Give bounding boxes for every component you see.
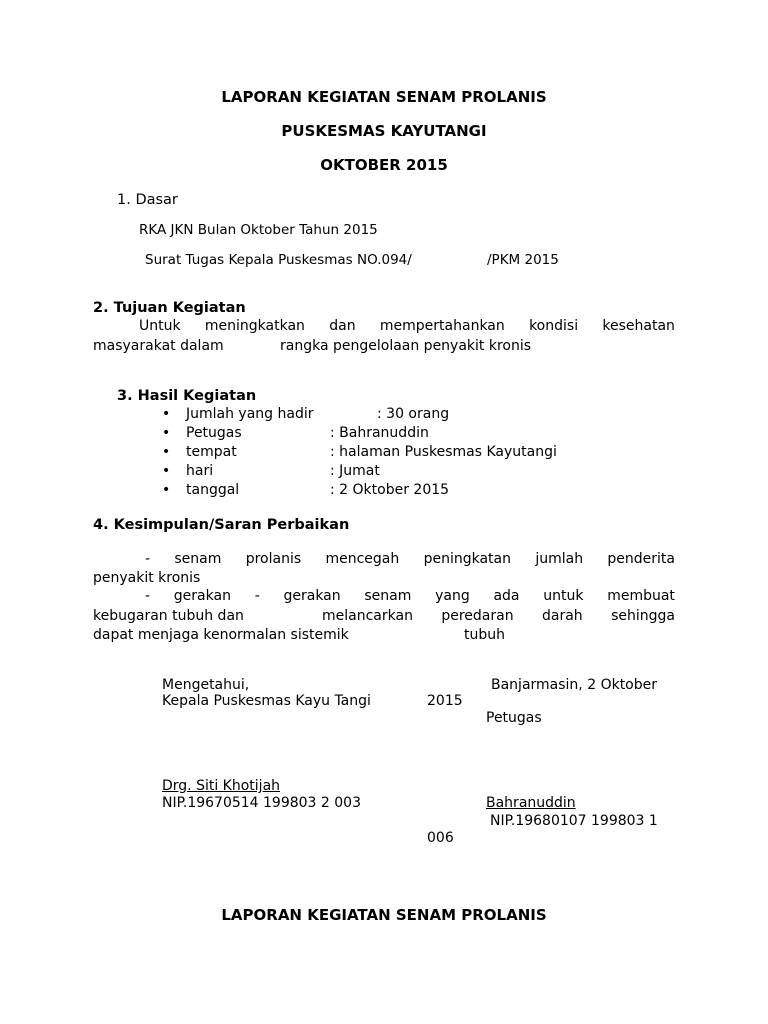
section-tujuan-heading: 2. Tujuan Kegiatan	[93, 300, 246, 316]
period-title: OKTOBER 2015	[320, 156, 448, 174]
word: penderita	[607, 551, 675, 567]
next-page-title: LAPORAN KEGIATAN SENAM PROLANIS	[221, 906, 547, 924]
kesimpulan-p2-line-2a: kebugaran tubuh dan	[93, 608, 244, 624]
word: senam	[364, 588, 412, 604]
word: kondisi	[529, 318, 579, 334]
tujuan-line-2a: masyarakat dalam	[93, 338, 224, 354]
sign-right-year: 2015	[427, 693, 463, 709]
word: darah	[541, 608, 583, 624]
sign-left-name: Drg. Siti Khotijah	[162, 778, 281, 794]
report-title: LAPORAN KEGIATAN SENAM PROLANIS	[221, 88, 547, 106]
word: peningkatan	[423, 551, 511, 567]
sign-right-nip-cont: 006	[427, 830, 454, 846]
word: sehingga	[611, 608, 675, 624]
tujuan-line-2b: rangka pengelolaan penyakit kronis	[280, 338, 532, 354]
word: jumlah	[535, 551, 584, 567]
hasil-item-value: : halaman Puskesmas Kayutangi	[330, 444, 557, 460]
sign-left-nip: NIP.19670514 199803 2 003	[162, 795, 361, 811]
word: mencegah	[325, 551, 400, 567]
hasil-item-value: : Jumat	[330, 463, 380, 479]
word: kesehatan	[602, 318, 675, 334]
hasil-item-value: : Bahranuddin	[330, 425, 429, 441]
word: meningkatkan	[204, 318, 305, 334]
sign-left-acknowledged: Mengetahui,	[162, 677, 250, 693]
sign-right-role: Petugas	[486, 710, 542, 726]
hasil-item-label: • Petugas	[186, 426, 242, 440]
hasil-item-value: : 2 Oktober 2015	[330, 482, 450, 498]
dasar-item-rka: RKA JKN Bulan Oktober Tahun 2015	[139, 222, 378, 238]
word: membuat	[607, 588, 675, 604]
hasil-item-label: • tempat	[186, 445, 237, 459]
section-kesimpulan-heading: 4. Kesimpulan/Saran Perbaikan	[93, 517, 350, 533]
word: -	[145, 588, 151, 604]
word: gerakan	[283, 588, 341, 604]
kesimpulan-p2-line-1	[145, 589, 675, 603]
institution-title: PUSKESMAS KAYUTANGI	[281, 122, 487, 140]
hasil-item-label: • Jumlah yang hadir	[186, 407, 314, 421]
kesimpulan-p2-line-3a: dapat menjaga kenormalan sistemik	[93, 627, 349, 643]
sign-right-place-date: Banjarmasin, 2 Oktober	[491, 677, 658, 693]
word: melancarkan	[322, 608, 413, 624]
kesimpulan-p2-line-2b	[322, 609, 675, 623]
sign-right-name: Bahranuddin	[486, 795, 576, 811]
word: yang	[435, 588, 470, 604]
section-hasil-heading: 3. Hasil Kegiatan	[117, 388, 257, 404]
word: senam	[174, 551, 222, 567]
word: Untuk	[139, 318, 181, 334]
word: -	[254, 588, 260, 604]
hasil-item-label: • tanggal	[186, 483, 239, 497]
sign-right-nip: NIP.19680107 199803 1	[490, 813, 658, 829]
word: dan	[329, 318, 356, 334]
dasar-item-surat-b: /PKM 2015	[487, 252, 559, 268]
kesimpulan-p1-line-1	[145, 552, 675, 566]
word: gerakan	[173, 588, 231, 604]
word: prolanis	[245, 551, 302, 567]
kesimpulan-p1-line-2: penyakit kronis	[93, 570, 201, 586]
word: ada	[493, 588, 520, 604]
word: peredaran	[441, 608, 514, 624]
hasil-item-value: : 30 orang	[377, 406, 450, 422]
section-dasar-heading: 1. Dasar	[117, 192, 178, 208]
word: -	[145, 551, 151, 567]
sign-left-title: Kepala Puskesmas Kayu Tangi	[162, 693, 371, 709]
tujuan-line-1	[139, 319, 675, 333]
word: untuk	[543, 588, 584, 604]
dasar-item-surat-a: Surat Tugas Kepala Puskesmas NO.094/	[145, 252, 412, 268]
kesimpulan-p2-line-3b: tubuh	[464, 627, 505, 643]
hasil-item-label: • hari	[186, 464, 213, 478]
word: mempertahankan	[379, 318, 505, 334]
